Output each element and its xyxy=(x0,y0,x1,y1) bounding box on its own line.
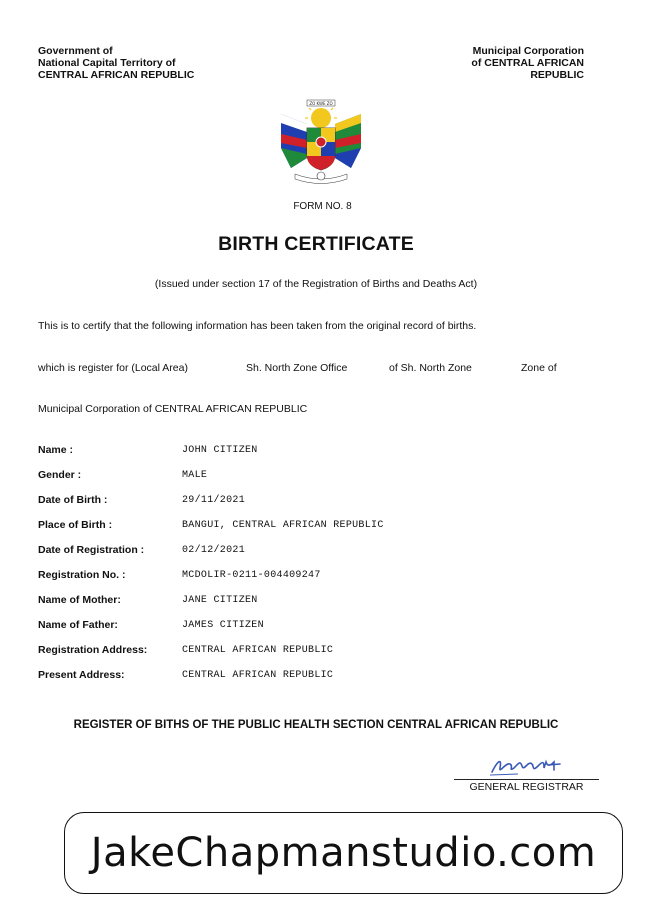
field-label-name: Name : xyxy=(38,444,74,456)
field-value-mother: JANE CITIZEN xyxy=(182,595,258,606)
field-label-place-of-birth: Place of Birth : xyxy=(38,519,113,531)
field-label-mother: Name of Mother: xyxy=(38,594,121,606)
field-label-gender: Gender : xyxy=(38,469,82,481)
field-value-registration-address: CENTRAL AFRICAN REPUBLIC xyxy=(182,645,334,656)
svg-text:ZO KWE ZO: ZO KWE ZO xyxy=(309,101,333,106)
field-value-gender: MALE xyxy=(182,470,208,481)
coat-of-arms-icon xyxy=(277,96,365,188)
watermark-text: JakeChapmanstudio.com xyxy=(90,830,597,876)
field-label-date-of-birth: Date of Birth : xyxy=(38,494,108,506)
registrar-title: GENERAL REGISTRAR xyxy=(469,781,584,793)
field-value-place-of-birth: BANGUI, CENTRAL AFRICAN REPUBLIC xyxy=(182,520,384,531)
municipal-line: Municipal Corporation of CENTRAL AFRICAN REPUBLIC xyxy=(38,403,308,415)
field-value-date-of-registration: 02/12/2021 xyxy=(182,545,246,556)
issuer-left-line: National Capital Territory of xyxy=(38,57,176,69)
document-title: BIRTH CERTIFICATE xyxy=(218,233,414,255)
field-label-date-of-registration: Date of Registration : xyxy=(38,544,145,556)
signature-line xyxy=(454,779,599,780)
issuer-right-line: of CENTRAL AFRICAN xyxy=(471,57,584,69)
field-label-registration-address: Registration Address: xyxy=(38,644,148,656)
zone-of-label: Zone of xyxy=(521,362,557,374)
field-value-present-address: CENTRAL AFRICAN REPUBLIC xyxy=(182,670,334,681)
certify-statement: This is to certify that the following information has been taken from the original record of births. xyxy=(38,320,477,332)
field-value-date-of-birth: 29/11/2021 xyxy=(182,495,246,506)
field-label-present-address: Present Address: xyxy=(38,669,125,681)
issuer-right xyxy=(471,45,584,81)
field-label-father: Name of Father: xyxy=(38,619,118,631)
watermark-banner xyxy=(64,812,623,894)
issuer-right-line: REPUBLIC xyxy=(530,69,584,81)
signature-icon xyxy=(488,754,568,778)
register-of-births: REGISTER OF BITHS OF THE PUBLIC HEALTH SECTION CENTRAL AFRICAN REPUBLIC xyxy=(73,719,559,731)
field-value-registration-no: MCDOLIR-0211-004409247 xyxy=(182,570,321,581)
local-area-label: which is register for (Local Area) xyxy=(38,362,188,374)
field-label-registration-no: Registration No. : xyxy=(38,569,126,581)
field-value-name: JOHN CITIZEN xyxy=(182,445,258,456)
field-value-father: JAMES CITIZEN xyxy=(182,620,264,631)
issuer-left xyxy=(38,45,194,81)
form-number: FORM NO. 8 xyxy=(293,201,352,212)
zone-office: Sh. North Zone Office xyxy=(246,362,348,374)
issuer-left-line: Government of xyxy=(38,45,113,57)
zone-name: of Sh. North Zone xyxy=(389,362,472,374)
issuer-left-line: CENTRAL AFRICAN REPUBLIC xyxy=(38,69,195,81)
issued-under-note: (Issued under section 17 of the Registration of Births and Deaths Act) xyxy=(154,278,478,290)
issuer-right-line: Municipal Corporation xyxy=(472,45,584,57)
